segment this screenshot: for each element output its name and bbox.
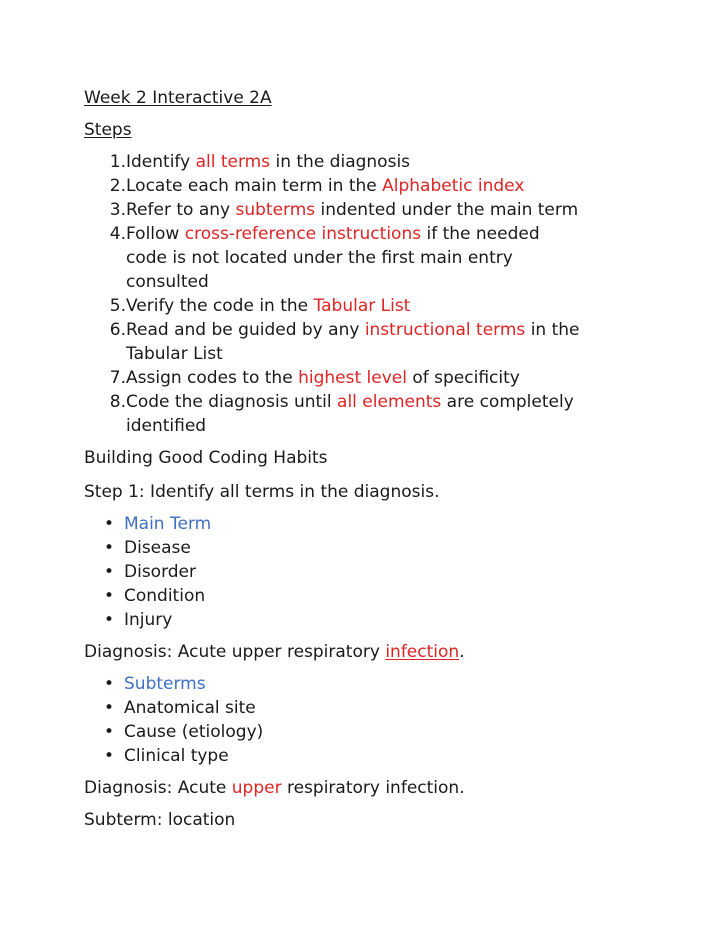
list-item: • Anatomical site [104,698,256,718]
step-continuation: code is not located under the first main entry [126,248,513,268]
list-item: • Main Term [104,514,212,534]
list-item: • Condition [104,586,206,606]
bullet-icon: • [104,698,115,718]
step-highlight: all elements [337,392,442,412]
step-item: 5.Verify the code in the Tabular List [109,296,411,316]
bullet-icon: • [104,538,115,558]
diagnosis-subterm: Diagnosis: Acute upper respiratory infection. [84,778,465,798]
step-highlight: instructional terms [364,320,526,340]
main-term-highlight: infection [385,642,460,662]
bullet-icon: • [104,674,115,694]
subterm-highlight: upper [231,778,282,798]
step-item: 6.Read and be guided by any instructional terms in the [109,320,580,340]
bullet-icon: • [104,746,115,766]
diagnosis-main-term: Diagnosis: Acute upper respiratory infection. [84,642,465,662]
step-highlight: Tabular List [313,296,411,316]
step-continuation: Tabular List [126,344,223,364]
list-item: • Clinical type [104,746,229,766]
list-item: • Injury [104,610,173,630]
step-highlight: all terms [195,152,271,172]
step-highlight: cross-reference instructions [184,224,422,244]
document-heading: Week 2 Interactive 2A [84,88,272,108]
subterm-location: Subterm: location [84,810,236,830]
list-item: • Disease [104,538,191,558]
step-highlight: highest level [298,368,407,388]
steps-label: Steps [84,120,132,140]
list-item: • Cause (etiology) [104,722,264,742]
list-item: • Subterms [104,674,206,694]
step-item: 2.Locate each main term in the Alphabetic index [109,176,525,196]
bullet-icon: • [104,562,115,582]
bullet-icon: • [104,722,115,742]
bullet-icon: • [104,514,115,534]
step-highlight: subterms [235,200,316,220]
bullet-icon: • [104,610,115,630]
step-item: 3.Refer to any subterms indented under the main term [109,200,579,220]
step-item: 7.Assign codes to the highest level of specificity [109,368,520,388]
list-item: • Disorder [104,562,197,582]
step-item: 1.Identify all terms in the diagnosis [109,152,411,172]
step-continuation: consulted [126,272,209,292]
step1-statement: Step 1: Identify all terms in the diagnosis. [84,482,440,502]
step-highlight: Alphabetic index [382,176,525,196]
bullet-icon: • [104,586,115,606]
step-item: 4.Follow cross-reference instructions if the needed [109,224,540,244]
section-title: Building Good Coding Habits [84,448,328,468]
step-continuation: identified [126,416,207,436]
step-item: 8.Code the diagnosis until all elements are completely [109,392,574,412]
